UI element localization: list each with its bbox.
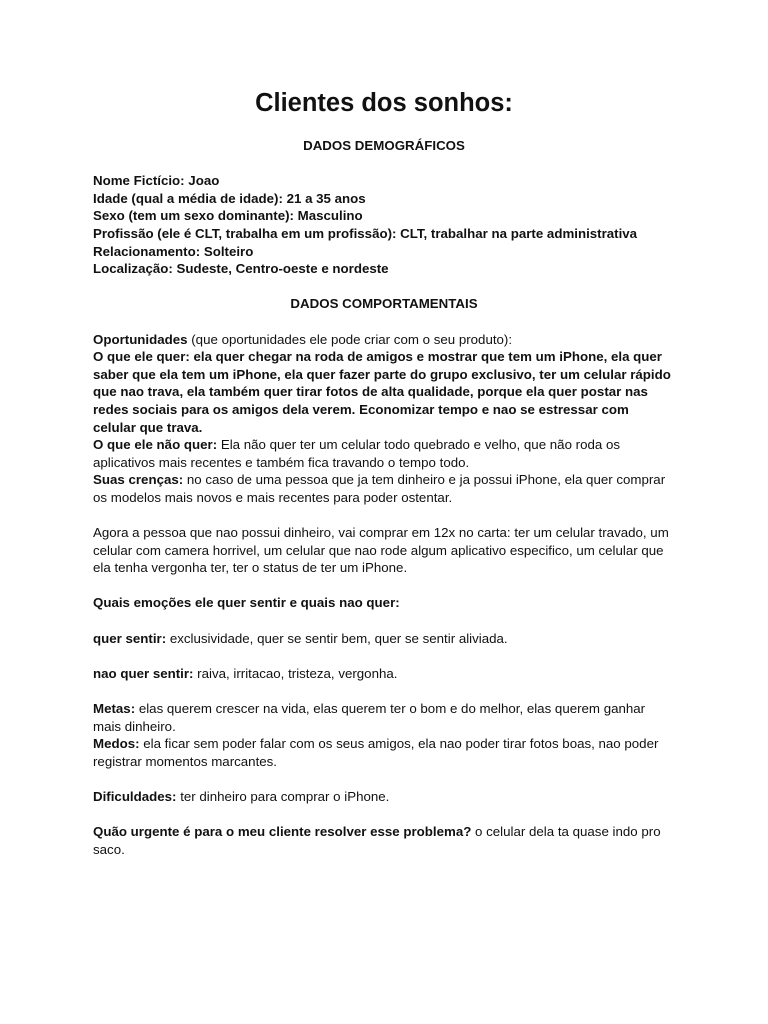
beliefs-label: Suas crenças: bbox=[93, 472, 184, 488]
document-title: Clientes dos sonhos: bbox=[255, 89, 513, 117]
opportunities-label: Oportunidades bbox=[93, 331, 188, 347]
dont-want-feel-label: nao quer sentir: bbox=[93, 665, 194, 681]
opportunities-text: (que oportunidades ele pode criar com o seu produto): bbox=[187, 331, 513, 347]
demographic-age: Idade (qual a média de idade): 21 a 35 anos bbox=[93, 190, 366, 206]
fears-label: Medos: bbox=[93, 736, 140, 752]
demographic-name: Nome Fictício: Joao bbox=[93, 173, 220, 189]
urgency-paragraph bbox=[93, 823, 675, 858]
dont-want-feel-text: raiva, irritacao, tristeza, vergonha. bbox=[193, 665, 398, 681]
demographic-location: Localização: Sudeste, Centro-oeste e nordeste bbox=[93, 261, 389, 277]
want-feel-text: exclusividade, quer se sentir bem, quer se sentir aliviada. bbox=[166, 630, 508, 646]
goals-label: Metas: bbox=[93, 701, 136, 716]
doesnt-want-label: O que ele não quer: bbox=[93, 437, 218, 453]
want-feel-label: quer sentir: bbox=[93, 630, 167, 646]
fears-text: ela ficar sem poder falar com os seus amigos, ela nao poder tirar fotos boas, nao poder registrar momentos marcantes. bbox=[93, 736, 659, 769]
beliefs-paragraph bbox=[93, 471, 675, 506]
urgency-text: o celular dela ta quase indo pro saco. bbox=[93, 824, 661, 857]
goals-text: elas querem crescer na vida, elas querem ter o bom e do melhor, elas querem ganhar mais dinheiro. bbox=[93, 701, 646, 734]
section-heading-demographics: DADOS DEMOGRÁFICOS bbox=[303, 138, 465, 153]
want-feel-paragraph bbox=[93, 630, 675, 648]
difficulties-paragraph bbox=[93, 788, 675, 806]
demographics-block bbox=[93, 172, 675, 278]
opportunities-paragraph bbox=[93, 331, 675, 349]
difficulties-label: Dificuldades: bbox=[93, 788, 177, 804]
section-heading-behavior: DADOS COMPORTAMENTAIS bbox=[290, 296, 478, 312]
emotions-heading-text: Quais emoções ele quer sentir e quais nao quer: bbox=[93, 595, 400, 611]
no-money-paragraph: Agora a pessoa que nao possui dinheiro, vai comprar em 12x no carta: ter um celular travado, um celular com camera horrivel, um celular que nao rode algum aplicativo especifico, um celular que ela tenha vergonha ter, ter o status de ter um iPhone. bbox=[93, 525, 669, 576]
doesnt-want-text: Ela não quer ter um celular todo quebrado e velho, que não roda os aplicativos mais recentes e também fica travando o tempo todo. bbox=[93, 437, 621, 470]
urgency-label: Quão urgente é para o meu cliente resolver esse problema? bbox=[93, 824, 472, 840]
wants-paragraph bbox=[93, 348, 675, 436]
demographic-relationship: Relacionamento: Solteiro bbox=[93, 243, 254, 259]
demographic-profession: Profissão (ele é CLT, trabalha em um profissão): CLT, trabalhar na parte administrativa bbox=[93, 225, 638, 241]
fears-paragraph bbox=[93, 735, 675, 770]
difficulties-text: ter dinheiro para comprar o iPhone. bbox=[176, 788, 390, 804]
behavior-block bbox=[93, 331, 675, 507]
doesnt-want-paragraph bbox=[93, 436, 675, 471]
beliefs-text: no caso de uma pessoa que ja tem dinheiro e ja possui iPhone, ela quer comprar os modelos mais novos e mais recentes para poder ostentar. bbox=[93, 472, 666, 505]
goals-paragraph bbox=[93, 700, 675, 735]
wants-text: O que ele quer: ela quer chegar na roda de amigos e mostrar que tem um iPhone, ela quer saber que ela tem um iPhone, ela quer fazer parte do grupo exclusivo, ter um celular rápido que nao trava, ela também quer tirar fotos de alta qualidade, porque ela quer postar nas redes sociais para os amigos dela verem. Economizar tempo e nao se estressar com celular que trava. bbox=[93, 349, 671, 435]
emotions-heading bbox=[93, 594, 675, 612]
dont-want-feel-paragraph bbox=[93, 665, 675, 683]
demographic-sex: Sexo (tem um sexo dominante): Masculino bbox=[93, 208, 363, 224]
goals-fears-block bbox=[93, 700, 675, 770]
